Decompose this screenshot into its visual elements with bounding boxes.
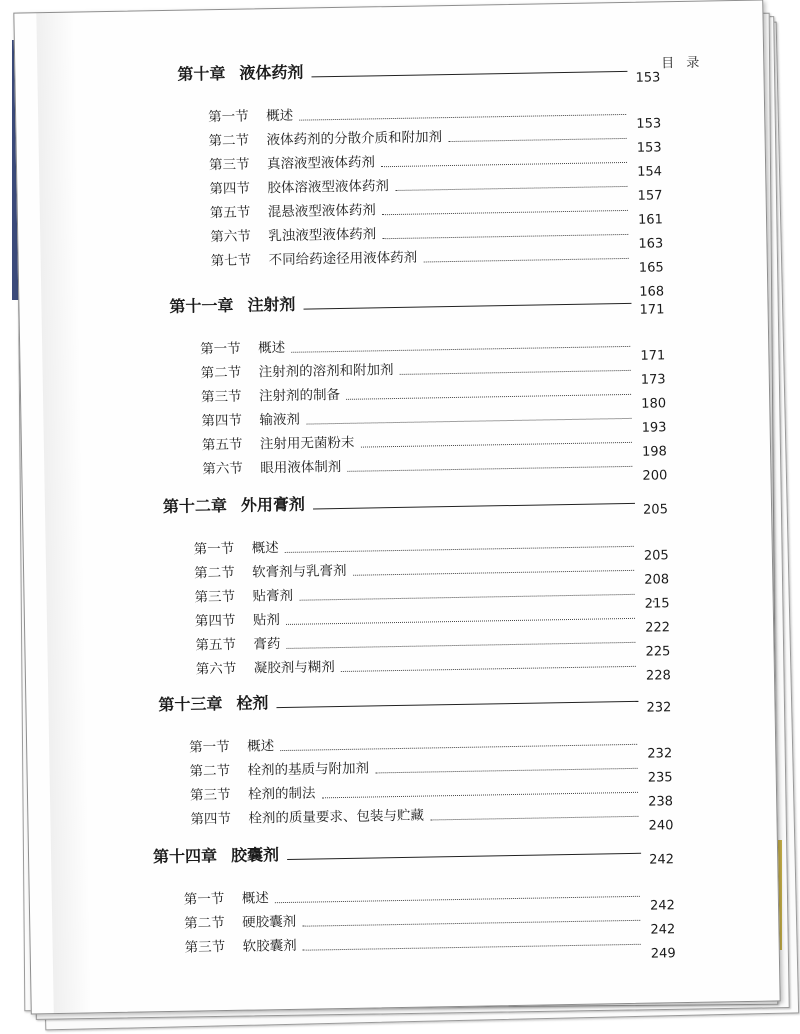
toc-section-entry[interactable] bbox=[189, 737, 274, 756]
section-page-number: 249 bbox=[650, 946, 676, 962]
toc-section-entry[interactable] bbox=[196, 658, 335, 678]
section-label: 第五节 bbox=[201, 436, 243, 454]
section-dot-leader bbox=[322, 792, 638, 799]
section-dot-leader bbox=[302, 920, 640, 927]
chapter-heading[interactable] bbox=[163, 495, 305, 517]
section-title: 眼用液体制剂 bbox=[260, 458, 342, 477]
toc-section-entry[interactable] bbox=[200, 339, 285, 358]
chapter-leader-line bbox=[311, 71, 627, 78]
section-dot-leader bbox=[381, 162, 627, 167]
section-title: 输液剂 bbox=[259, 411, 301, 429]
section-page-number: 193 bbox=[641, 420, 667, 436]
section-label: 第三节 bbox=[184, 939, 226, 956]
section-label: 第二节 bbox=[208, 132, 250, 150]
section-dot-leader bbox=[395, 186, 627, 191]
section-dot-leader bbox=[375, 768, 637, 774]
section-dot-leader bbox=[346, 394, 631, 400]
section-label: 第一节 bbox=[208, 108, 249, 126]
section-dot-leader bbox=[291, 346, 630, 353]
section-dot-leader bbox=[347, 466, 632, 472]
toc-section-entry[interactable] bbox=[194, 587, 293, 607]
running-head: 目 录 bbox=[661, 55, 704, 72]
toc-section-entry[interactable] bbox=[209, 153, 375, 174]
section-title: 栓剂的制法 bbox=[247, 785, 316, 803]
section-dot-leader bbox=[285, 546, 634, 553]
chapter-leader-line bbox=[313, 503, 635, 510]
chapter-title: 液体药剂 bbox=[239, 62, 304, 83]
section-label: 第四节 bbox=[190, 810, 232, 828]
section-page-number: 154 bbox=[637, 164, 663, 180]
chapter-label: 第十章 bbox=[177, 63, 226, 84]
section-label: 第五节 bbox=[195, 636, 237, 654]
section-dot-leader bbox=[286, 642, 635, 649]
section-dot-leader bbox=[280, 744, 637, 751]
section-dot-leader bbox=[400, 370, 631, 375]
toc-section-entry[interactable] bbox=[185, 937, 297, 957]
chapter-title: 栓剂 bbox=[236, 693, 269, 713]
toc-section-entry[interactable] bbox=[202, 434, 355, 455]
section-title: 概述 bbox=[247, 738, 275, 755]
section-title: 膏药 bbox=[253, 636, 281, 653]
section-title: 注射剂的溶剂和附加剂 bbox=[258, 362, 394, 381]
section-title: 贴膏剂 bbox=[252, 587, 294, 605]
section-title: 软胶囊剂 bbox=[242, 937, 297, 955]
chapter-label: 第十四章 bbox=[152, 846, 218, 867]
section-label: 第四节 bbox=[194, 612, 236, 630]
section-page-number: 171 bbox=[640, 348, 666, 364]
chapter-label: 第十一章 bbox=[169, 295, 234, 316]
section-page-number: 242 bbox=[650, 922, 676, 938]
toc-section-entry[interactable] bbox=[195, 611, 280, 630]
chapter-label: 第十二章 bbox=[162, 495, 228, 517]
section-title: 注射剂的制备 bbox=[258, 386, 341, 405]
section-title: 概述 bbox=[258, 339, 286, 357]
section-dot-leader bbox=[382, 210, 628, 215]
section-title: 概述 bbox=[251, 540, 279, 557]
section-dot-leader bbox=[430, 816, 638, 821]
section-label: 第二节 bbox=[200, 364, 242, 382]
section-page-number: 215 bbox=[644, 596, 670, 612]
section-dot-leader bbox=[299, 114, 626, 121]
section-page-number: 200 bbox=[642, 468, 668, 484]
section-title: 注射用无菌粉末 bbox=[259, 434, 355, 453]
section-page-number: 238 bbox=[648, 794, 674, 810]
section-page-number: 163 bbox=[638, 236, 664, 252]
section-title: 凝胶剂与糊剂 bbox=[253, 659, 335, 677]
toc-section-entry[interactable] bbox=[210, 201, 376, 222]
section-dot-leader bbox=[303, 944, 641, 951]
chapter-leader-line bbox=[287, 853, 641, 860]
chapter-heading[interactable] bbox=[158, 693, 268, 715]
section-title: 乳浊液型液体药剂 bbox=[268, 226, 377, 245]
chapter-block bbox=[29, 836, 777, 962]
section-title: 栓剂的质量要求、包装与贮藏 bbox=[248, 807, 425, 827]
section-dot-leader bbox=[353, 570, 634, 576]
section-label: 第一节 bbox=[193, 540, 235, 558]
toc-section-entry[interactable] bbox=[195, 635, 280, 654]
chapter-page-number: 153 bbox=[635, 70, 661, 86]
section-title: 真溶液型液体药剂 bbox=[266, 154, 376, 173]
section-dot-leader bbox=[423, 258, 628, 263]
toc-section-entry[interactable] bbox=[210, 225, 376, 246]
section-page-number: 157 bbox=[637, 188, 663, 204]
section-title: 硬胶囊剂 bbox=[242, 913, 297, 931]
section-title: 液体药剂的分散介质和附加剂 bbox=[266, 129, 443, 149]
section-label: 第六节 bbox=[202, 460, 243, 478]
section-title: 贴剂 bbox=[252, 612, 281, 629]
section-dot-leader bbox=[448, 138, 626, 142]
section-label: 第二节 bbox=[193, 564, 235, 582]
section-title: 胶体溶液型液体药剂 bbox=[267, 178, 390, 197]
toc-page bbox=[13, 0, 780, 1014]
chapter-leader-line bbox=[304, 303, 632, 310]
section-dot-leader bbox=[275, 896, 640, 903]
section-label: 第一节 bbox=[200, 340, 241, 358]
section-label: 第三节 bbox=[208, 156, 250, 174]
section-page-number: 165 bbox=[638, 260, 664, 276]
section-label: 第三节 bbox=[200, 388, 242, 406]
toc-section-entry[interactable] bbox=[184, 913, 296, 933]
chapter-heading[interactable] bbox=[169, 295, 295, 317]
section-page-number: 225 bbox=[645, 644, 671, 660]
chapter-page-number: 205 bbox=[642, 502, 669, 518]
page-fold-shadow bbox=[36, 13, 91, 1014]
section-label: 第五节 bbox=[209, 204, 251, 222]
section-page-number: 222 bbox=[645, 620, 671, 636]
chapter-page-number: 242 bbox=[649, 852, 675, 868]
chapter-title: 注射剂 bbox=[247, 294, 296, 315]
section-page-number: 205 bbox=[643, 548, 669, 564]
chapter-leader-line bbox=[276, 701, 638, 708]
section-label: 第四节 bbox=[201, 412, 243, 430]
section-title: 混悬液型液体药剂 bbox=[267, 202, 376, 221]
section-title: 栓剂的基质与附加剂 bbox=[247, 760, 370, 779]
section-title: 概述 bbox=[266, 107, 294, 125]
toc-section-entry[interactable] bbox=[189, 760, 369, 781]
chapter-title: 胶囊剂 bbox=[230, 845, 280, 865]
toc-section-entry[interactable] bbox=[194, 539, 279, 558]
chapter-block bbox=[15, 55, 763, 300]
section-page-number: 228 bbox=[645, 668, 671, 684]
section-label: 第一节 bbox=[189, 738, 230, 756]
section-label: 第六节 bbox=[195, 660, 237, 678]
section-label: 第六节 bbox=[210, 228, 251, 246]
section-page-number: 240 bbox=[648, 818, 674, 834]
section-page-number: 235 bbox=[647, 770, 673, 786]
section-dot-leader bbox=[306, 418, 631, 425]
section-label: 第七节 bbox=[210, 252, 252, 270]
section-label: 第二节 bbox=[184, 915, 225, 932]
toc-section-entry[interactable] bbox=[190, 784, 316, 804]
section-dot-leader bbox=[360, 442, 631, 448]
chapter-title: 外用膏剂 bbox=[240, 494, 306, 515]
section-title: 不同给药途径用液体药剂 bbox=[268, 249, 418, 269]
toc-section-entry[interactable] bbox=[209, 177, 389, 198]
toc-section-entry[interactable] bbox=[211, 249, 418, 271]
section-label: 第四节 bbox=[209, 180, 251, 198]
chapter-block bbox=[23, 486, 771, 684]
section-dot-leader bbox=[382, 234, 628, 239]
section-page-number: 173 bbox=[640, 372, 666, 388]
toc-section-entry[interactable] bbox=[202, 458, 341, 478]
section-page-number: 198 bbox=[641, 444, 668, 460]
section-page-number: 161 bbox=[637, 212, 663, 228]
toc-section-entry[interactable] bbox=[200, 361, 393, 382]
toc-section-entry[interactable] bbox=[194, 562, 347, 583]
toc-section-entry[interactable] bbox=[201, 411, 300, 431]
chapter-end-page-number: 168 bbox=[639, 284, 665, 300]
toc-section-entry[interactable] bbox=[184, 889, 269, 908]
chapter-heading[interactable] bbox=[153, 845, 279, 867]
section-page-number: 180 bbox=[641, 396, 667, 412]
chapter-page-number: 171 bbox=[639, 302, 665, 318]
section-dot-leader bbox=[286, 618, 635, 625]
section-page-number: 208 bbox=[644, 572, 670, 588]
chapter-heading[interactable] bbox=[177, 63, 303, 85]
section-page-number: 153 bbox=[636, 116, 662, 132]
section-dot-leader bbox=[341, 666, 636, 672]
section-title: 软膏剂与乳膏剂 bbox=[251, 562, 347, 581]
section-page-number: 153 bbox=[636, 140, 662, 156]
section-page-number: 232 bbox=[647, 746, 673, 762]
section-label: 第三节 bbox=[194, 588, 236, 606]
toc-section-entry[interactable] bbox=[190, 807, 424, 829]
section-label: 第一节 bbox=[183, 891, 225, 908]
toc-section-entry[interactable] bbox=[201, 386, 340, 406]
toc-section-entry[interactable] bbox=[208, 128, 442, 150]
section-dot-leader bbox=[299, 594, 634, 601]
chapter-block bbox=[26, 684, 774, 834]
chapter-page-number: 232 bbox=[646, 700, 672, 716]
section-page-number: 242 bbox=[649, 898, 675, 914]
section-label: 第三节 bbox=[189, 786, 231, 804]
toc-section-entry[interactable] bbox=[208, 107, 293, 126]
section-label: 第二节 bbox=[189, 762, 231, 780]
section-title: 概述 bbox=[241, 890, 269, 907]
chapter-label: 第十三章 bbox=[158, 694, 223, 715]
